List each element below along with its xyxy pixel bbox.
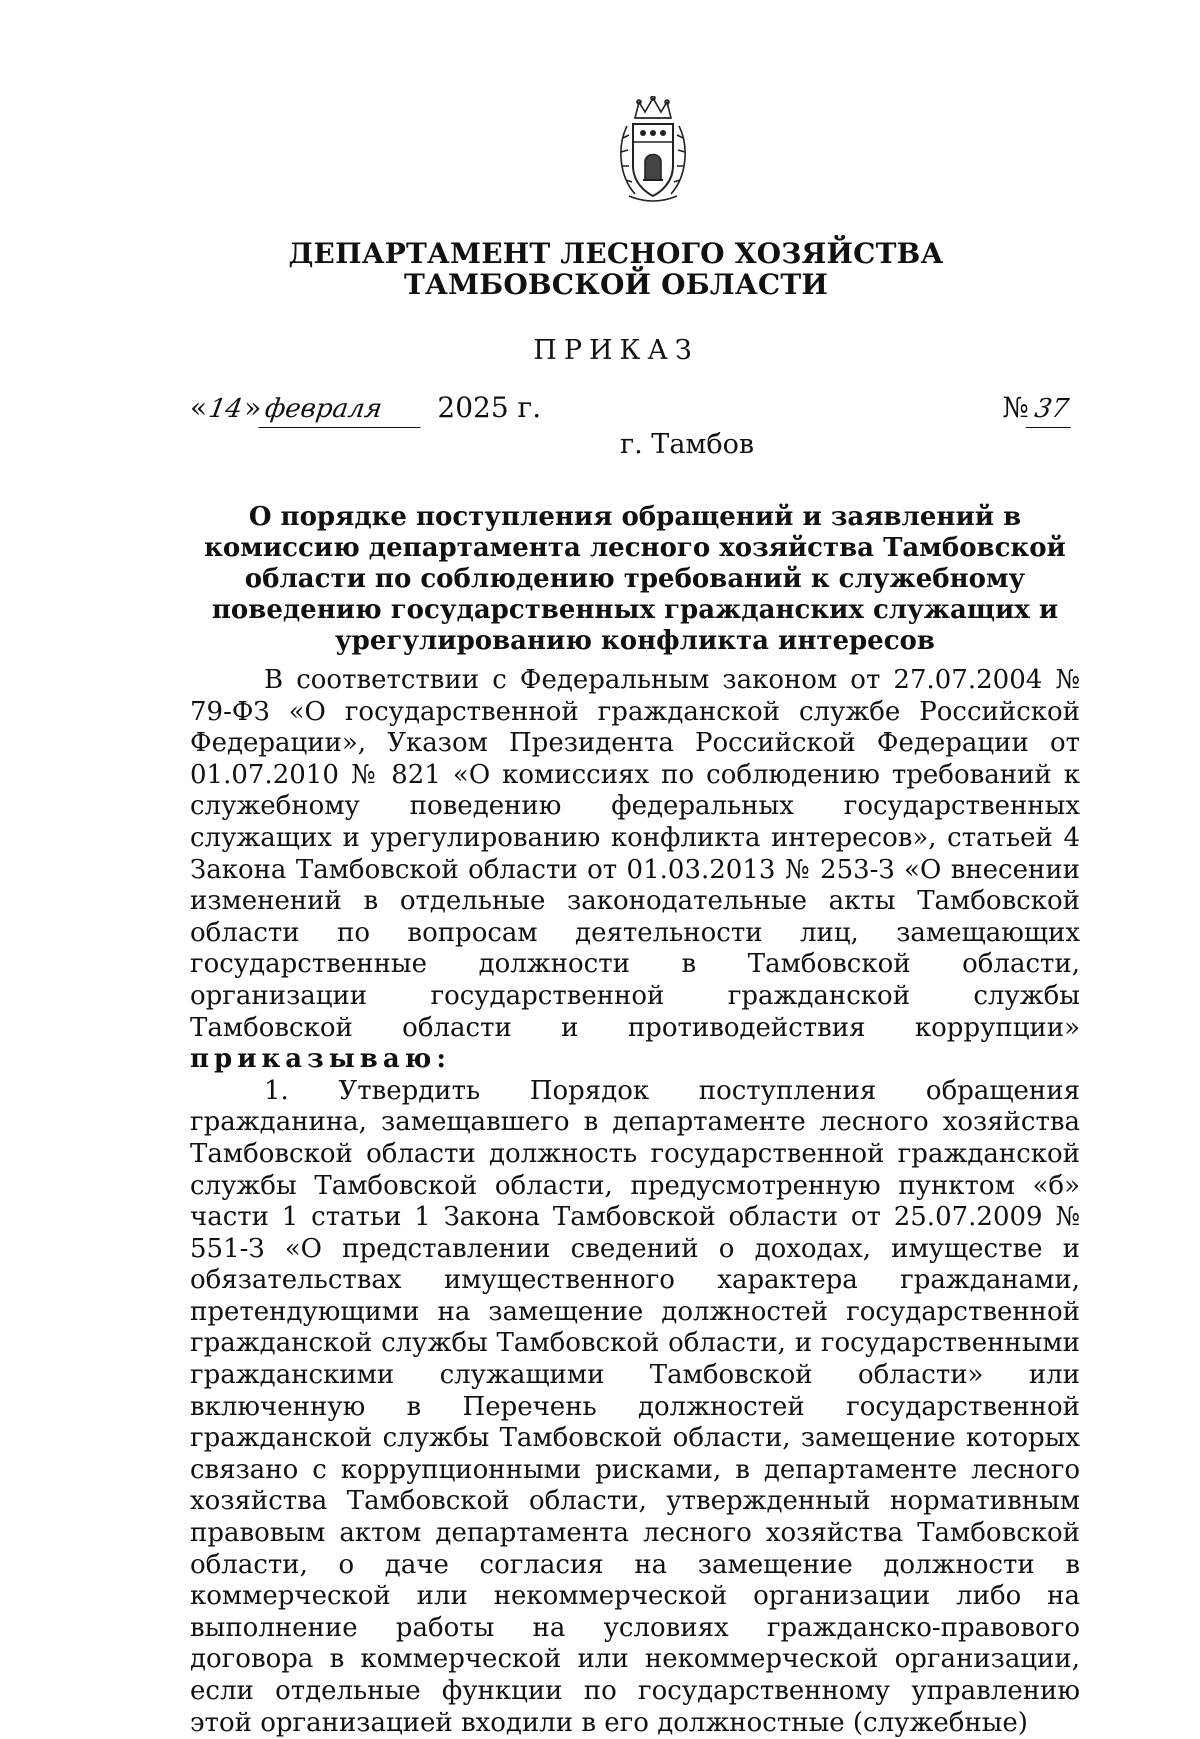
document-number bbox=[1002, 390, 1074, 428]
date-quote-close: » bbox=[244, 391, 262, 424]
order-title: О порядке поступления обращений и заявлений в комиссию департамента лесного хозяйства Тамбовской области по соблюдению требований к служебному поведению государственных гражданских служащих и урегулированию конфликта интересов bbox=[204, 502, 1066, 656]
number-label: № bbox=[1002, 391, 1029, 424]
date-quote-open: « bbox=[190, 391, 208, 424]
organization-name-line2: ТАМБОВСКОЙ ОБЛАСТИ bbox=[403, 268, 829, 301]
order-verb: приказываю: bbox=[190, 1044, 451, 1075]
number-handwritten: 37 bbox=[1026, 391, 1078, 428]
order-body bbox=[190, 665, 1080, 1739]
date-day-handwritten: 14 bbox=[206, 394, 245, 424]
date-year: 2025 г. bbox=[437, 391, 542, 424]
preamble-text: В соответствии с Федеральным законом от 27.07.2004 № 79-ФЗ «О государственной гражданской службе Российской Федерации», Указом Президента Российской Федерации от 01.07.2010 № 821 «О комиссиях по соблюдению требований к служебному поведению федеральных государственных служащих и урегулированию конфликта интересов», статьей 4 Закона Тамбовской области от 01.03.2013 № 253-З «О внесении изменений в отдельные законодательные акты Тамбовской области по вопросам деятельности лиц, замещающих государственные должности в Тамбовской области, организации государственной гражданской службы Тамбовской области и противодействия коррупции» bbox=[190, 665, 1080, 1043]
document-type-heading: ПРИКАЗ bbox=[533, 335, 699, 366]
organization-name-line1: ДЕПАРТАМЕНТ ЛЕСНОГО ХОЗЯЙСТВА bbox=[288, 237, 944, 270]
coat-of-arms-emblem bbox=[613, 96, 693, 204]
document-date bbox=[190, 390, 541, 428]
preamble-paragraph bbox=[190, 665, 1080, 1076]
clause-1-paragraph: 1. Утвердить Порядок поступления обращения гражданина, замещавшего в департаменте лесного хозяйства Тамбовской области должность государственной гражданской службы Тамбовской области, предусмотренную пунктом «б» части 1 статьи 1 Закона Тамбовской области от 25.07.2009 № 551-З «О представлении сведений о доходах, имуществе и обязательствах имущественного характера гражданами, претендующими на замещение должностей государственной гражданской службы Тамбовской области, и государственными гражданскими служащими Тамбовской области» или включенную в Перечень должностей государственной гражданской службы Тамбовской области, замещение которых связано с коррупционными рисками, в департаменте лесного хозяйства Тамбовской области, утвержденный нормативным правовым актом департамента лесного хозяйства Тамбовской области, о даче согласия на замещение должности в коммерческой или некоммерческой организации либо на выполнение работы на условиях гражданско-правового договора в коммерческой или некоммерческой организации, если отдельные функции по государственному управлению этой организацией входили в его должностные (служебные) bbox=[190, 1075, 1080, 1738]
date-month-handwritten: февраля bbox=[259, 391, 426, 428]
document-city: г. Тамбов bbox=[620, 429, 755, 460]
